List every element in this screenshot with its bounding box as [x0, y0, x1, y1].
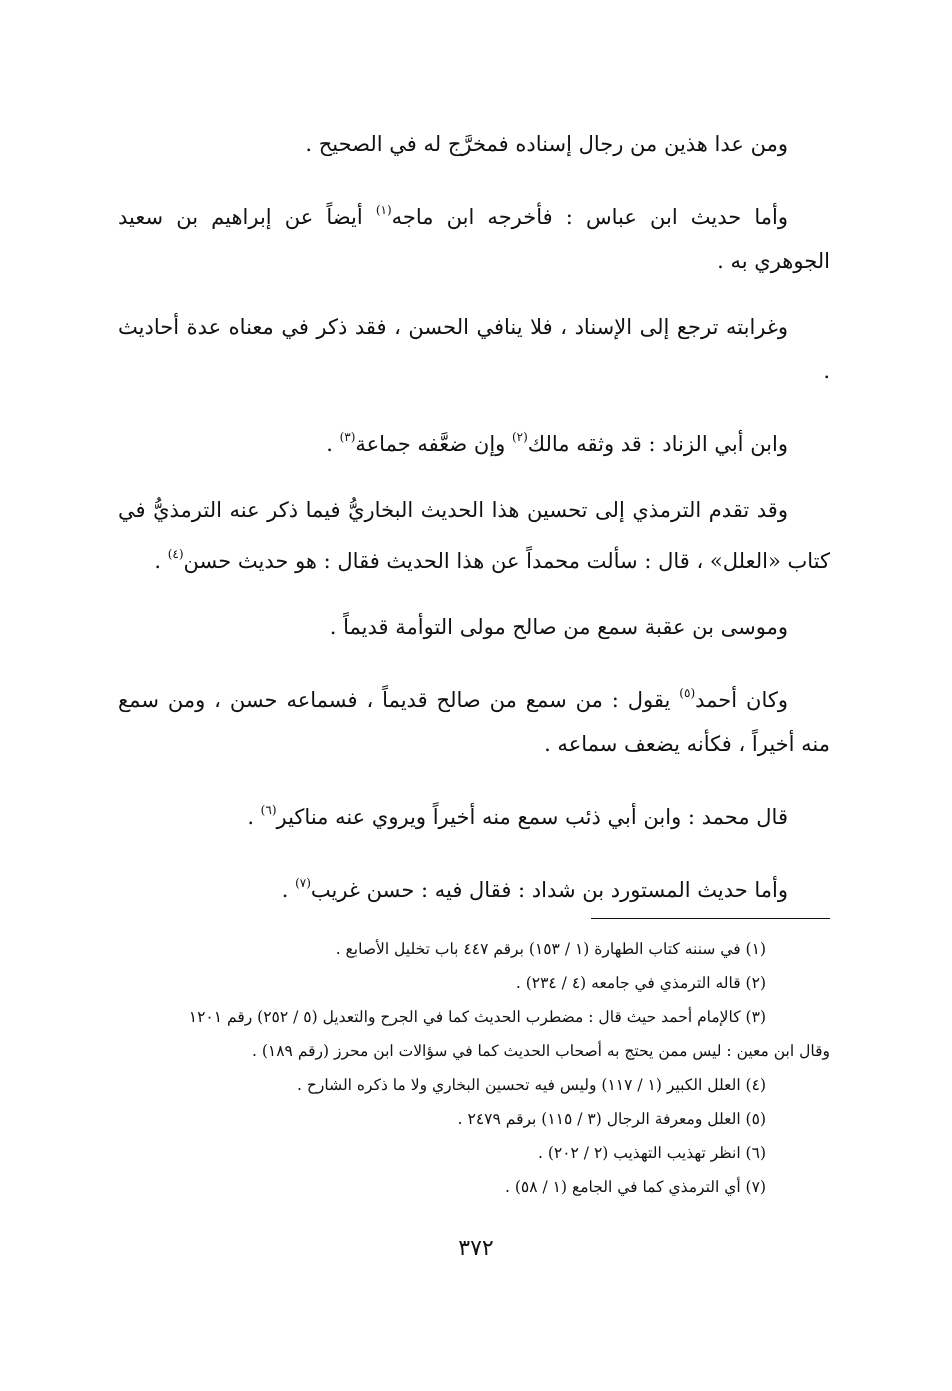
- footnote-6: (٦) انظر تهذيب التهذيب (٢ / ٢٠٢) .: [537, 1144, 766, 1162]
- paragraph-7-text-a: وكان أحمد: [695, 688, 788, 712]
- paragraph-9: [118, 861, 830, 912]
- paragraph-7: [118, 671, 830, 766]
- footnote-ref-4: (٤): [167, 547, 184, 561]
- paragraph-5-text-b: .: [154, 549, 168, 573]
- footnote-ref-6: (٦): [260, 803, 277, 817]
- paragraph-2-text-b: أيضاً عن إبراهيم بن سعيد الجوهري به .: [118, 205, 830, 273]
- footnote-5: (٥) العلل ومعرفة الرجال (٣ / ١١٥) برقم ٢٤٧٩ .: [457, 1110, 766, 1128]
- paragraph-8-text-a: قال محمد : وابن أبي ذئب سمع منه أخيراً ويروي عنه مناكير: [276, 805, 788, 829]
- footnote-separator: [591, 918, 830, 919]
- paragraph-1: [118, 122, 830, 166]
- paragraph-5-text-a: وقد تقدم الترمذي إلى تحسين هذا الحديث البخاريُّ فيما ذكر عنه الترمذيُّ في كتاب «العلل» ، قال : سألت محمداً عن هذا الحديث فقال : هو حديث حسن: [118, 498, 830, 573]
- paragraph-6-text: وموسى بن عقبة سمع من صالح مولى التوأمة قديماً .: [329, 615, 788, 639]
- footnote-ref-2: (٢): [511, 430, 528, 444]
- footnote-7: (٧) أي الترمذي كما في الجامع (١ / ٥٨) .: [505, 1178, 766, 1196]
- footnote-1: (١) في سننه كتاب الطهارة (١ / ١٥٣) برقم ٤٤٧ باب تخليل الأصابع .: [335, 940, 766, 958]
- paragraph-2-text-a: وأما حديث ابن عباس : فأخرجه ابن ماجه: [391, 205, 788, 229]
- main-text: [118, 122, 830, 934]
- paragraph-8: [118, 788, 830, 839]
- footnote-ref-7: (٧): [295, 876, 311, 890]
- paragraph-4: [118, 415, 830, 466]
- footnote-2: (٢) قاله الترمذي في جامعه (٤ / ٢٣٤) .: [515, 974, 766, 992]
- footnote-4: (٤) العلل الكبير (١ / ١١٧) وليس فيه تحسين البخاري ولا ما ذكره الشارح .: [297, 1076, 766, 1094]
- paragraph-1-text: ومن عدا هذين من رجال إسناده فمخرَّج له في الصحيح .: [305, 132, 788, 156]
- footnote-ref-1: (١): [375, 203, 392, 217]
- footnote-3: (٣) كالإمام أحمد حيث قال : مضطرب الحديث كما في الجرح والتعديل (٥ / ٢٥٢) رقم ١٢٠١: [188, 1008, 766, 1026]
- paragraph-3-text: وغرابته ترجع إلى الإسناد ، فلا ينافي الحسن ، فقد ذكر في معناه عدة أحاديث .: [118, 315, 830, 383]
- paragraph-7-text-b: يقول : من سمع من صالح قديماً ، فسماعه حسن ، ومن سمع منه أخيراً ، فكأنه يضعف سماعه .: [118, 688, 830, 756]
- paragraph-9-text-b: .: [281, 878, 296, 902]
- footnote-ref-3: (٣): [339, 430, 356, 444]
- paragraph-4-text-c: .: [326, 432, 340, 456]
- paragraph-6: [118, 605, 830, 649]
- paragraph-2: [118, 188, 830, 283]
- footnotes: [118, 932, 830, 1204]
- footnote-ref-5: (٥): [679, 686, 696, 700]
- paragraph-4-text-b: وإن ضعَّفه جماعة: [355, 432, 512, 456]
- paragraph-9-text-a: وأما حديث المستورد بن شداد : فقال فيه : حسن غريب: [310, 878, 788, 902]
- paragraph-3: [118, 305, 830, 393]
- paragraph-8-text-b: .: [247, 805, 261, 829]
- footnote-3-continuation: وقال ابن معين : ليس ممن يحتج به أصحاب الحديث كما في سؤالات ابن محرز (رقم ١٨٩) .: [252, 1042, 830, 1060]
- paragraph-4-text-a: وابن أبي الزناد : قد وثقه مالك: [527, 432, 788, 456]
- page-number: ٣٧٢: [458, 1236, 494, 1261]
- paragraph-5: [118, 488, 830, 583]
